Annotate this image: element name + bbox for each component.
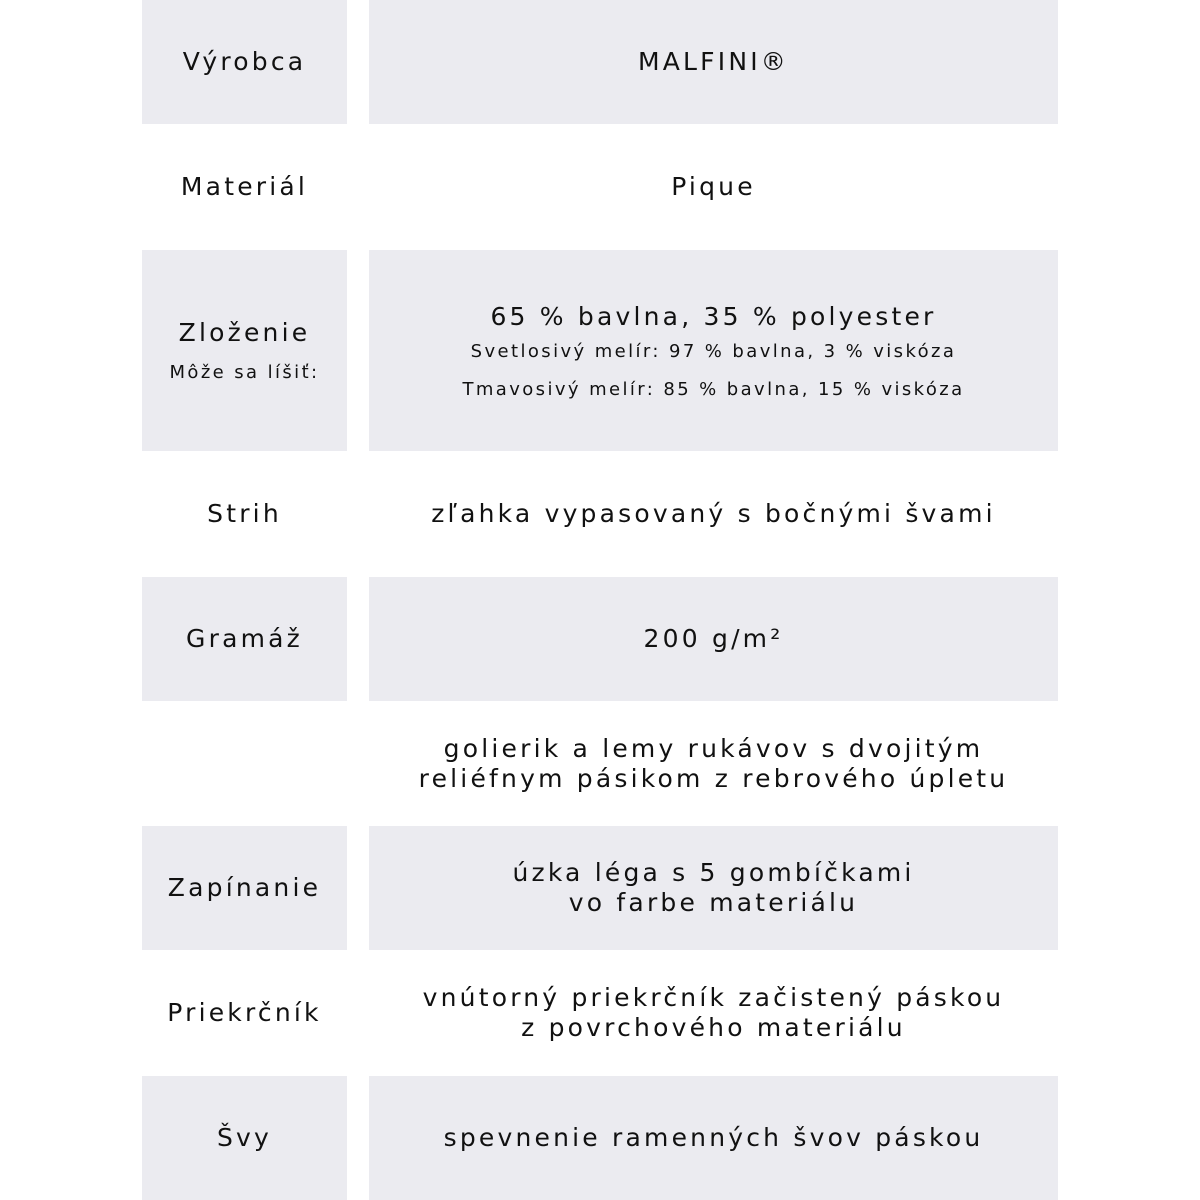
spec-value-line: vo farbe materiálu bbox=[568, 888, 859, 917]
spec-label-cell bbox=[142, 451, 347, 577]
spec-label: Zapínanie bbox=[167, 873, 322, 902]
spec-value-note-light: Svetlosivý melír: 97 % bavlna, 3 % viskóza bbox=[470, 340, 957, 362]
spec-label-cell bbox=[142, 0, 347, 124]
spec-label-cell bbox=[142, 577, 347, 701]
spec-row-cut bbox=[142, 451, 1058, 577]
spec-row-collar bbox=[142, 701, 1058, 826]
spec-row-neck-tape bbox=[142, 950, 1058, 1076]
spec-value: Pique bbox=[671, 172, 756, 201]
spec-row-material bbox=[142, 124, 1058, 250]
spec-value: 200 g/m² bbox=[643, 624, 784, 653]
spec-value-cell bbox=[369, 124, 1058, 250]
spec-label-cell bbox=[142, 250, 347, 451]
spec-label-cell bbox=[142, 950, 347, 1076]
spec-label: Zloženie bbox=[178, 318, 311, 347]
spec-value-line: vnútorný priekrčník začistený páskou bbox=[422, 983, 1005, 1012]
spec-value-line: golierik a lemy rukávov s dvojitým bbox=[443, 733, 984, 763]
spec-label: Švy bbox=[216, 1123, 273, 1152]
spec-value-cell bbox=[369, 826, 1058, 950]
spec-value-cell bbox=[369, 950, 1058, 1076]
spec-label: Materiál bbox=[180, 172, 309, 201]
spec-row-seams bbox=[142, 1076, 1058, 1200]
spec-row-weight bbox=[142, 577, 1058, 701]
spec-value-line: úzka léga s 5 gombíčkami bbox=[512, 858, 915, 887]
spec-value-cell bbox=[369, 577, 1058, 701]
spec-value-note-dark: Tmavosivý melír: 85 % bavlna, 15 % viskóza bbox=[462, 378, 965, 400]
spec-value-cell bbox=[369, 451, 1058, 577]
spec-row-manufacturer bbox=[142, 0, 1058, 124]
spec-value-cell bbox=[369, 0, 1058, 124]
spec-label-note: Môže sa líšiť: bbox=[169, 362, 320, 383]
spec-value-line: reliéfnym pásikom z rebrového úpletu bbox=[418, 763, 1009, 793]
spec-value: spevnenie ramenných švov páskou bbox=[443, 1123, 984, 1152]
spec-value: 65 % bavlna, 35 % polyester bbox=[490, 301, 937, 331]
spec-value-cell bbox=[369, 250, 1058, 451]
spec-value-cell bbox=[369, 1076, 1058, 1200]
spec-label-cell bbox=[142, 124, 347, 250]
spec-label-cell bbox=[142, 701, 347, 826]
spec-value: MALFINI® bbox=[637, 47, 790, 76]
spec-row-composition bbox=[142, 250, 1058, 451]
spec-label-cell bbox=[142, 826, 347, 950]
spec-value: zľahka vypasovaný s bočnými švami bbox=[431, 499, 996, 528]
spec-value-line: z povrchového materiálu bbox=[521, 1013, 906, 1042]
spec-label-cell bbox=[142, 1076, 347, 1200]
spec-label: Výrobca bbox=[182, 47, 307, 76]
spec-value-cell bbox=[369, 701, 1058, 826]
spec-row-fastening bbox=[142, 826, 1058, 950]
spec-label: Priekrčník bbox=[167, 998, 322, 1027]
spec-label: Strih bbox=[207, 499, 282, 528]
spec-label: Gramáž bbox=[186, 624, 303, 653]
